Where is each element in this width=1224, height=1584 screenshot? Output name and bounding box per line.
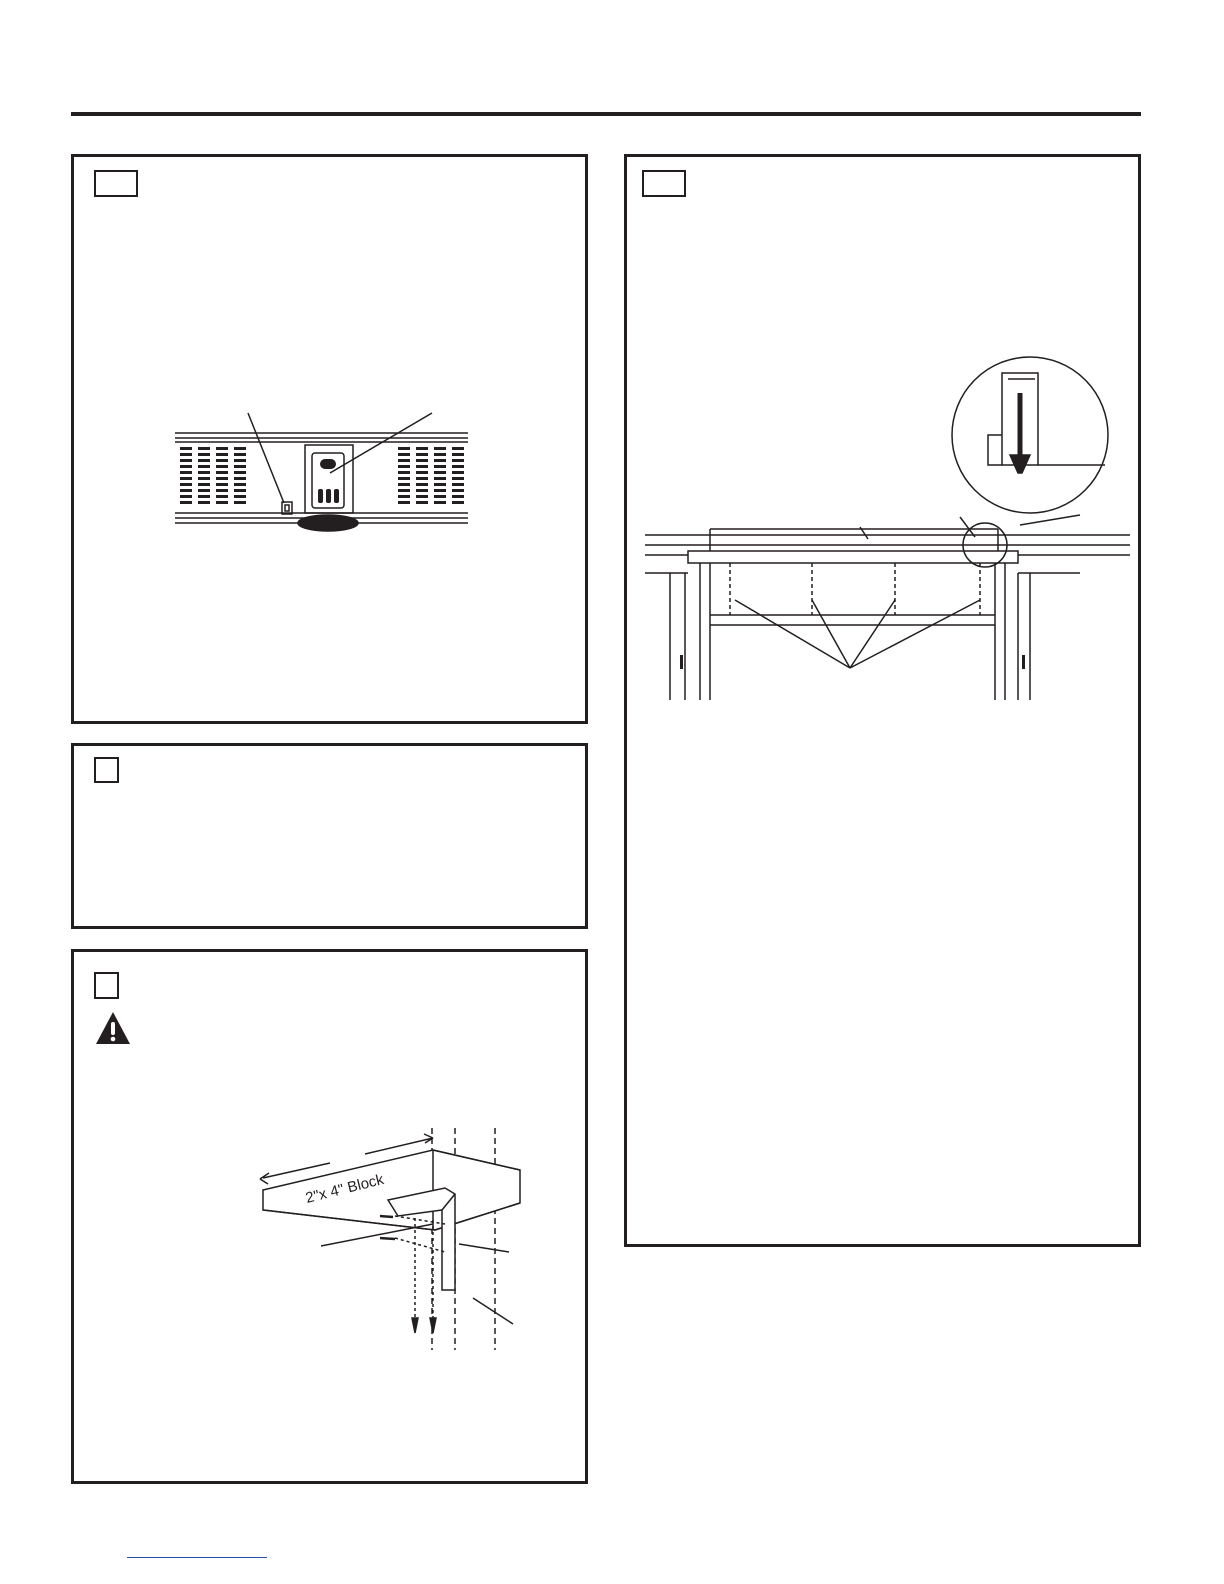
step-number-box: [94, 170, 138, 197]
warning-icon: [94, 1010, 132, 1046]
step-number-box: [94, 972, 119, 999]
block-label: 2"x 4" Block: [303, 1171, 386, 1207]
cabinet-top-illustration: [640, 365, 1130, 715]
step-number-box: [94, 757, 119, 783]
step-number-box: [642, 170, 686, 197]
block-bracket-illustration: [255, 1128, 530, 1358]
step-panel-2: [71, 743, 588, 929]
toe-kick-grille-illustration: [170, 405, 475, 545]
footer-link-underline[interactable]: [127, 1557, 267, 1558]
header-rule: [71, 112, 1141, 116]
